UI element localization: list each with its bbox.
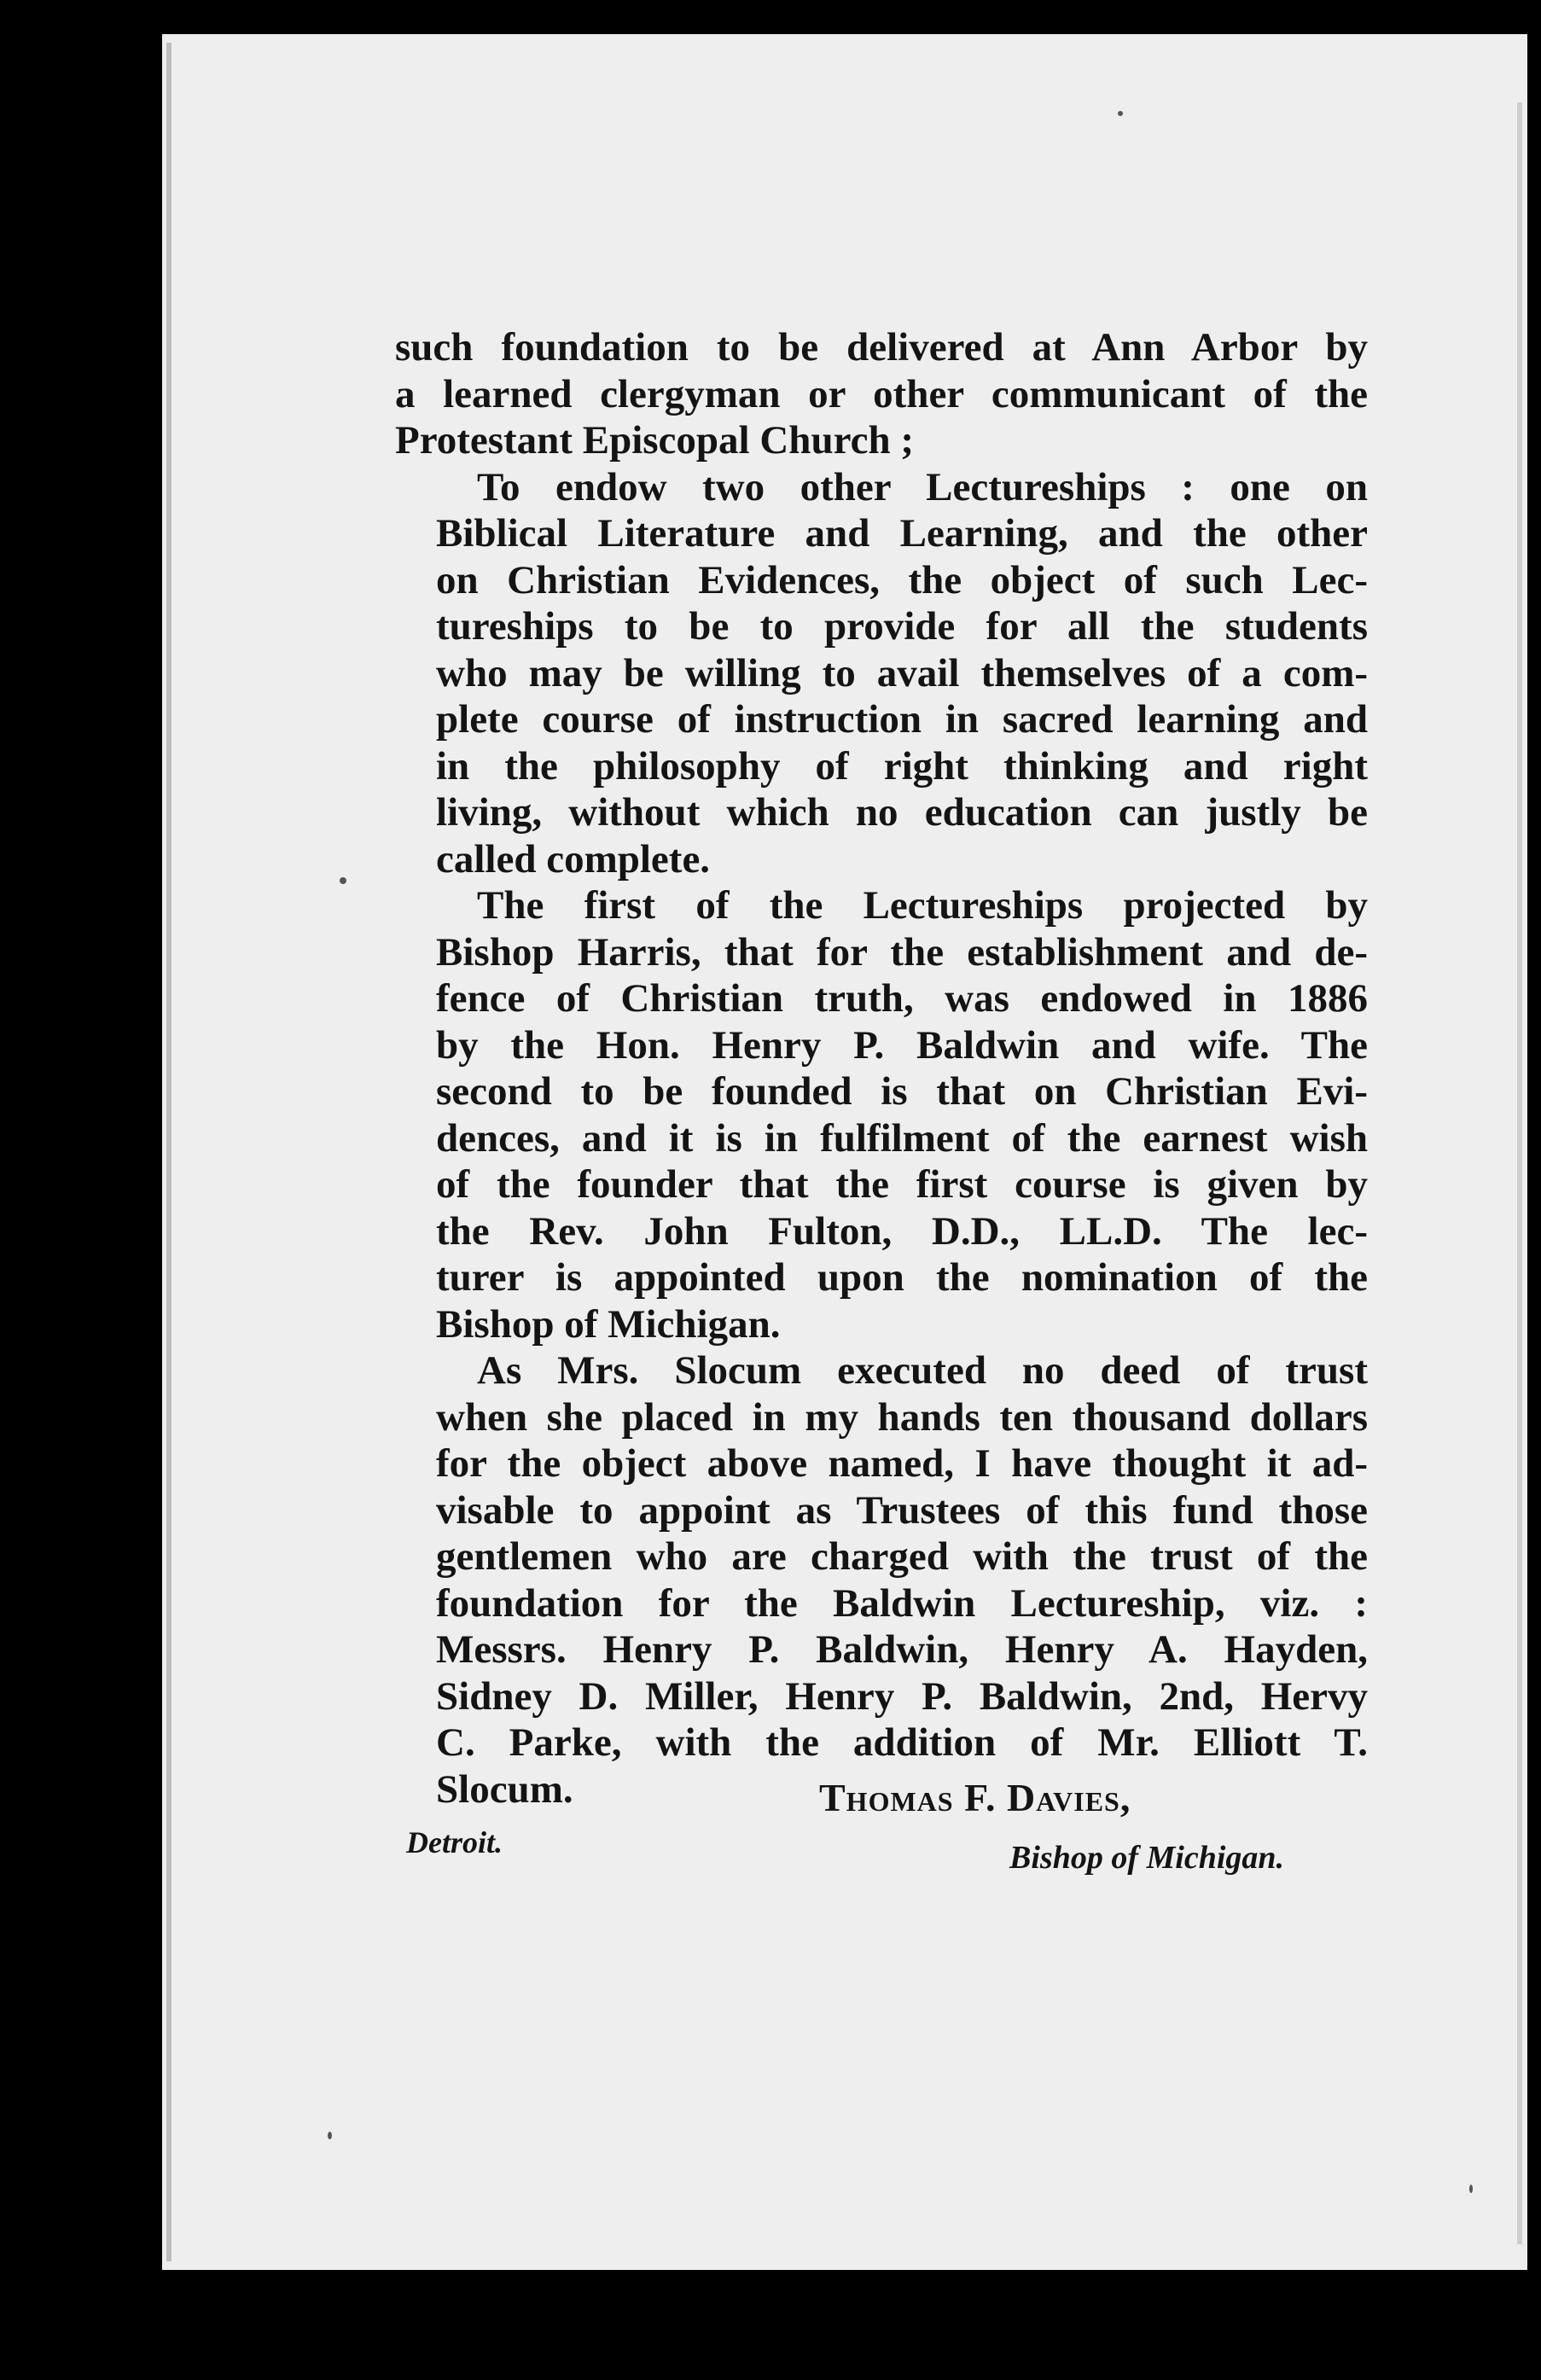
scan-speck (340, 877, 346, 884)
text-line: Bishop Harris, that for the establishment and de- (436, 929, 1368, 975)
text-line: by the Hon. Henry P. Baldwin and wife. The (436, 1022, 1368, 1068)
text-line: C. Parke, with the addition of Mr. Elliott T. (436, 1720, 1368, 1765)
text-line: To endow two other Lectureships : one on (477, 464, 1368, 509)
signature-name: Thomas F. Davies, (819, 1776, 1131, 1819)
text-line: gentlemen who are charged with the trust of the (436, 1534, 1368, 1579)
text-line: Protestant Episcopal Church ; (395, 418, 914, 463)
text-line: on Christian Evidences, the object of such Lec- (436, 557, 1368, 602)
text-line: second to be founded is that on Christian Evi- (436, 1069, 1368, 1114)
page-edge-left (166, 43, 172, 2261)
text-line: a learned clergyman or other communicant of the (395, 371, 1368, 416)
paragraph-3 (395, 882, 1368, 1347)
paragraph-4 (395, 1347, 1368, 1813)
text-line: of the founder that the first course is given by (436, 1162, 1368, 1207)
text-line: living, without which no education can justly be (436, 790, 1368, 835)
text-line: Biblical Literature and Learning, and the other (436, 511, 1368, 556)
paragraph-1 (395, 324, 1368, 464)
text-line: fence of Christian truth, was endowed in 1886 (436, 976, 1368, 1021)
text-line: in the philosophy of right thinking and right (436, 743, 1368, 788)
paragraph-2 (395, 464, 1368, 883)
scan-speck (1469, 2185, 1473, 2193)
text-line: such foundation to be delivered at Ann Arbor by (395, 325, 1368, 370)
text-line: tureships to be to provide for all the students (436, 604, 1368, 649)
page-edge-right (1517, 102, 1522, 2244)
text-line: dences, and it is in fulfilment of the earnest wish (436, 1115, 1368, 1161)
text-line: who may be willing to avail themselves of a com- (436, 650, 1368, 695)
text-line: Sidney D. Miller, Henry P. Baldwin, 2nd, Hervy (436, 1673, 1368, 1719)
text-line: As Mrs. Slocum executed no deed of trust (477, 1348, 1368, 1393)
text-line: plete course of instruction in sacred learning and (436, 697, 1368, 742)
text-line: when she placed in my hands ten thousand dollars (436, 1394, 1368, 1440)
body-text (395, 324, 1368, 1813)
text-line: turer is appointed upon the nomination of the (436, 1255, 1368, 1300)
text-line: Bishop of Michigan. (436, 1301, 781, 1347)
text-line: called complete. (436, 836, 711, 882)
scan-speck (328, 2132, 332, 2139)
text-line: The first of the Lectureships projected by (477, 883, 1368, 928)
signature-place: Detroit. (406, 1825, 503, 1859)
text-line: the Rev. John Fulton, D.D., LL.D. The lec- (436, 1208, 1368, 1254)
text-line: foundation for the Baldwin Lectureship, viz. : (436, 1580, 1368, 1626)
text-line: for the object above named, I have thought it ad- (436, 1441, 1368, 1486)
signature-title: Bishop of Michigan. (1009, 1840, 1285, 1876)
text-line: Messrs. Henry P. Baldwin, Henry A. Hayden, (436, 1627, 1368, 1672)
text-line: Slocum. (436, 1766, 573, 1812)
scan-speck (1118, 111, 1123, 116)
text-line: visable to appoint as Trustees of this fund those (436, 1487, 1368, 1533)
